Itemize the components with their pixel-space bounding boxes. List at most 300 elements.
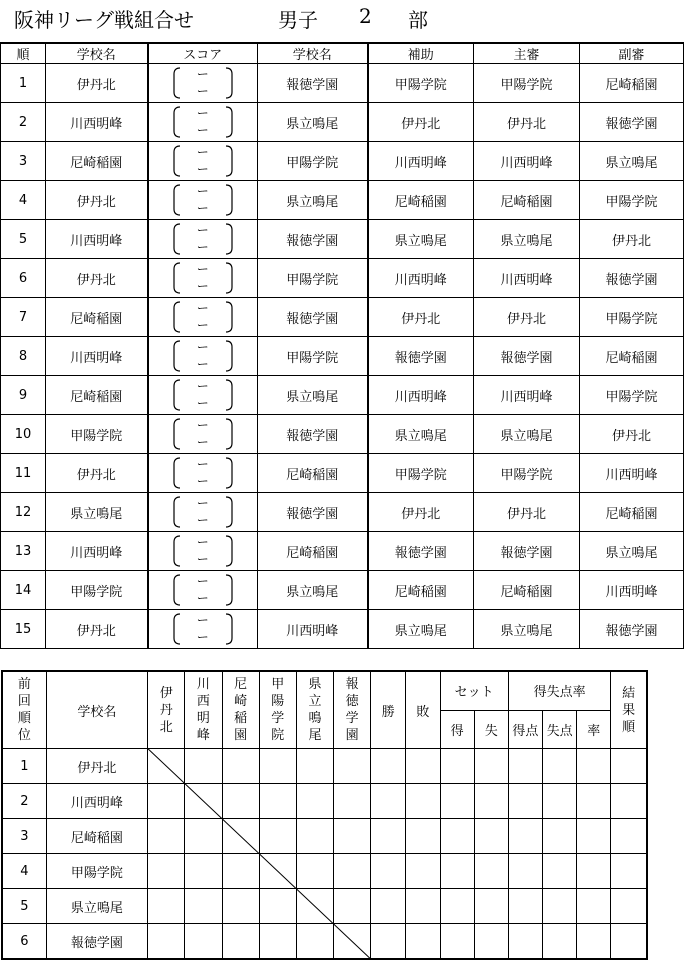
score-cell	[148, 181, 258, 220]
score-cell	[148, 259, 258, 298]
result-cell	[508, 784, 542, 819]
score-cell	[148, 298, 258, 337]
header-opp-2: 川 西 明 峰	[185, 671, 222, 749]
schedule-row	[1, 454, 684, 493]
score-cell	[148, 142, 258, 181]
schedule-row	[1, 298, 684, 337]
score-dash-top: ー	[196, 223, 209, 237]
title-main: 阪神リーグ戦組合せ	[14, 8, 194, 32]
school-b: 県立鳴尾	[258, 181, 368, 220]
score-box	[168, 182, 238, 218]
score-cell	[148, 103, 258, 142]
school-name: 県立鳴尾	[46, 889, 147, 924]
chief-referee: 尼崎稲園	[474, 571, 580, 610]
school-name: 甲陽学院	[46, 854, 147, 889]
prev-rank: 6	[2, 924, 46, 960]
results-row	[2, 889, 647, 924]
result-cell	[406, 889, 440, 924]
school-a: 川西明峰	[46, 220, 148, 259]
match-result-cell	[296, 854, 333, 889]
schedule-row	[1, 259, 684, 298]
header-opp-6: 報 徳 学 園	[334, 671, 371, 749]
result-cell	[611, 749, 647, 784]
school-a: 川西明峰	[46, 337, 148, 376]
match-result-cell	[148, 819, 185, 854]
result-cell	[371, 854, 406, 889]
sub-referee: 尼崎稲園	[580, 337, 684, 376]
prev-rank: 2	[2, 784, 46, 819]
school-name: 伊丹北	[46, 749, 147, 784]
score-box	[168, 260, 238, 296]
match-result-cell	[185, 819, 222, 854]
schedule-table	[0, 42, 684, 649]
score-box	[168, 65, 238, 101]
header-set: セット	[440, 671, 508, 710]
match-result-cell	[222, 784, 259, 819]
school-a: 甲陽学院	[46, 571, 148, 610]
school-a: 伊丹北	[46, 454, 148, 493]
sub-referee: 川西明峰	[580, 454, 684, 493]
school-a: 伊丹北	[46, 64, 148, 103]
match-order: 13	[1, 532, 46, 571]
result-cell	[406, 784, 440, 819]
result-cell	[611, 854, 647, 889]
school-b: 甲陽学院	[258, 337, 368, 376]
score-cell	[148, 610, 258, 649]
school-b: 甲陽学院	[258, 259, 368, 298]
match-result-cell	[222, 749, 259, 784]
score-dash-top: ー	[196, 301, 209, 315]
result-cell	[577, 924, 611, 960]
score-cell	[148, 571, 258, 610]
school-b: 県立鳴尾	[258, 103, 368, 142]
school-a: 川西明峰	[46, 103, 148, 142]
schedule-row	[1, 142, 684, 181]
result-cell	[543, 924, 577, 960]
prev-rank: 3	[2, 819, 46, 854]
match-order: 7	[1, 298, 46, 337]
score-cell	[148, 493, 258, 532]
result-cell	[474, 924, 508, 960]
header-win: 勝	[371, 671, 406, 749]
chief-referee: 伊丹北	[474, 493, 580, 532]
header-final-rank: 結 果 順	[611, 671, 647, 749]
score-dash-top: ー	[196, 262, 209, 276]
score-cell	[148, 532, 258, 571]
match-result-cell	[259, 749, 296, 784]
score-dash-top: ー	[196, 418, 209, 432]
match-result-cell	[296, 924, 333, 960]
header-assistant: 補助	[368, 43, 474, 64]
score-box	[168, 455, 238, 491]
results-row	[2, 924, 647, 960]
result-cell	[371, 784, 406, 819]
result-cell	[543, 749, 577, 784]
match-result-cell	[334, 784, 371, 819]
results-row	[2, 784, 647, 819]
score-dash-bottom: ー	[196, 123, 209, 137]
score-dash-top: ー	[196, 106, 209, 120]
score-box	[168, 143, 238, 179]
sub-referee: 甲陽学院	[580, 376, 684, 415]
chief-referee: 川西明峰	[474, 376, 580, 415]
result-cell	[440, 819, 474, 854]
score-dash-top: ー	[196, 457, 209, 471]
score-dash-bottom: ー	[196, 279, 209, 293]
header-chief-referee: 主審	[474, 43, 580, 64]
match-result-cell	[259, 819, 296, 854]
header-point-rate: 得失点率	[508, 671, 610, 710]
result-cell	[474, 784, 508, 819]
schedule-row	[1, 532, 684, 571]
result-cell	[371, 924, 406, 960]
self-match-cell	[185, 784, 222, 819]
sub-referee: 報徳学園	[580, 103, 684, 142]
schedule-row	[1, 493, 684, 532]
score-cell	[148, 415, 258, 454]
result-cell	[508, 889, 542, 924]
school-a: 尼崎稲園	[46, 376, 148, 415]
chief-referee: 県立鳴尾	[474, 610, 580, 649]
self-match-cell	[259, 854, 296, 889]
result-cell	[508, 924, 542, 960]
sub-referee: 甲陽学院	[580, 181, 684, 220]
school-b: 尼崎稲園	[258, 532, 368, 571]
title-division-label: 部	[408, 8, 428, 32]
match-order: 14	[1, 571, 46, 610]
score-box	[168, 416, 238, 452]
score-dash-bottom: ー	[196, 162, 209, 176]
assistant: 甲陽学院	[368, 64, 474, 103]
result-cell	[474, 889, 508, 924]
chief-referee: 伊丹北	[474, 103, 580, 142]
score-dash-top: ー	[196, 613, 209, 627]
school-name: 報徳学園	[46, 924, 147, 960]
score-dash-bottom: ー	[196, 240, 209, 254]
match-order: 11	[1, 454, 46, 493]
score-dash-bottom: ー	[196, 318, 209, 332]
chief-referee: 尼崎稲園	[474, 181, 580, 220]
match-result-cell	[148, 924, 185, 960]
match-order: 10	[1, 415, 46, 454]
prev-rank: 5	[2, 889, 46, 924]
score-dash-bottom: ー	[196, 435, 209, 449]
title-division-number: 2	[359, 4, 372, 28]
assistant: 伊丹北	[368, 298, 474, 337]
assistant: 川西明峰	[368, 376, 474, 415]
match-result-cell	[334, 889, 371, 924]
score-box	[168, 377, 238, 413]
self-match-cell	[334, 924, 371, 960]
match-result-cell	[185, 889, 222, 924]
score-dash-bottom: ー	[196, 357, 209, 371]
result-cell	[474, 749, 508, 784]
prev-rank: 4	[2, 854, 46, 889]
sub-referee: 伊丹北	[580, 220, 684, 259]
header-loss: 敗	[406, 671, 440, 749]
sub-referee: 県立鳴尾	[580, 532, 684, 571]
assistant: 甲陽学院	[368, 454, 474, 493]
match-order: 5	[1, 220, 46, 259]
results-row	[2, 749, 647, 784]
header-prev-rank	[2, 671, 46, 749]
match-result-cell	[222, 854, 259, 889]
school-a: 伊丹北	[46, 259, 148, 298]
match-result-cell	[148, 784, 185, 819]
score-dash-bottom: ー	[196, 201, 209, 215]
header-points-for: 得点	[508, 710, 542, 749]
score-dash-top: ー	[196, 340, 209, 354]
result-cell	[577, 819, 611, 854]
result-cell	[543, 819, 577, 854]
school-b: 報徳学園	[258, 64, 368, 103]
school-b: 報徳学園	[258, 493, 368, 532]
match-result-cell	[185, 854, 222, 889]
match-order: 4	[1, 181, 46, 220]
match-result-cell	[296, 784, 333, 819]
result-cell	[611, 889, 647, 924]
sub-referee: 県立鳴尾	[580, 142, 684, 181]
match-result-cell	[222, 889, 259, 924]
schedule-header-row	[1, 43, 684, 64]
schedule-row	[1, 376, 684, 415]
match-result-cell	[334, 854, 371, 889]
score-box	[168, 299, 238, 335]
score-dash-bottom: ー	[196, 591, 209, 605]
match-result-cell	[296, 749, 333, 784]
results-row	[2, 819, 647, 854]
result-cell	[406, 924, 440, 960]
school-b: 尼崎稲園	[258, 454, 368, 493]
score-dash-bottom: ー	[196, 630, 209, 644]
sub-referee: 甲陽学院	[580, 298, 684, 337]
result-cell	[508, 854, 542, 889]
score-dash-top: ー	[196, 184, 209, 198]
school-a: 伊丹北	[46, 610, 148, 649]
score-box	[168, 533, 238, 569]
result-cell	[440, 854, 474, 889]
match-order: 2	[1, 103, 46, 142]
self-match-cell	[148, 749, 185, 784]
header-rate: 率	[577, 710, 611, 749]
schedule-row	[1, 337, 684, 376]
schedule-row	[1, 571, 684, 610]
match-result-cell	[222, 924, 259, 960]
assistant: 伊丹北	[368, 493, 474, 532]
result-cell	[406, 819, 440, 854]
school-b: 報徳学園	[258, 415, 368, 454]
result-cell	[508, 749, 542, 784]
match-result-cell	[259, 784, 296, 819]
school-b: 報徳学園	[258, 298, 368, 337]
assistant: 報徳学園	[368, 337, 474, 376]
result-cell	[440, 924, 474, 960]
result-cell	[371, 749, 406, 784]
score-dash-top: ー	[196, 145, 209, 159]
header-opp-5: 県 立 鳴 尾	[296, 671, 333, 749]
score-cell	[148, 337, 258, 376]
assistant: 川西明峰	[368, 259, 474, 298]
schedule-row	[1, 415, 684, 454]
header-opp-4: 甲 陽 学 院	[259, 671, 296, 749]
match-order: 3	[1, 142, 46, 181]
match-result-cell	[185, 749, 222, 784]
header-sub-referee: 副審	[580, 43, 684, 64]
assistant: 尼崎稲園	[368, 571, 474, 610]
sub-referee: 報徳学園	[580, 259, 684, 298]
header-order: 順	[1, 43, 46, 64]
chief-referee: 県立鳴尾	[474, 415, 580, 454]
score-cell	[148, 454, 258, 493]
school-a: 伊丹北	[46, 181, 148, 220]
score-box	[168, 611, 238, 647]
header-set-won: 得	[440, 710, 474, 749]
result-cell	[474, 854, 508, 889]
match-result-cell	[259, 889, 296, 924]
score-dash-bottom: ー	[196, 474, 209, 488]
score-box	[168, 338, 238, 374]
score-dash-bottom: ー	[196, 396, 209, 410]
prev-rank-label: 前 回 順 位	[17, 677, 31, 743]
score-cell	[148, 376, 258, 415]
header-set-lost: 失	[474, 710, 508, 749]
chief-referee: 甲陽学院	[474, 454, 580, 493]
sub-referee: 尼崎稲園	[580, 493, 684, 532]
score-dash-bottom: ー	[196, 552, 209, 566]
schedule-row	[1, 103, 684, 142]
school-name: 尼崎稲園	[46, 819, 147, 854]
sub-referee: 川西明峰	[580, 571, 684, 610]
school-b: 報徳学園	[258, 220, 368, 259]
result-cell	[508, 819, 542, 854]
header-score: スコア	[148, 43, 258, 64]
result-cell	[611, 924, 647, 960]
result-cell	[474, 819, 508, 854]
school-a: 川西明峰	[46, 532, 148, 571]
match-result-cell	[148, 889, 185, 924]
sub-referee: 尼崎稲園	[580, 64, 684, 103]
score-box	[168, 572, 238, 608]
match-order: 8	[1, 337, 46, 376]
result-cell	[406, 854, 440, 889]
school-a: 県立鳴尾	[46, 493, 148, 532]
result-cell	[371, 819, 406, 854]
schedule-row	[1, 64, 684, 103]
results-header-row	[2, 671, 647, 710]
schedule-row	[1, 181, 684, 220]
chief-referee: 報徳学園	[474, 532, 580, 571]
chief-referee: 川西明峰	[474, 142, 580, 181]
match-order: 1	[1, 64, 46, 103]
match-result-cell	[296, 819, 333, 854]
score-dash-bottom: ー	[196, 513, 209, 527]
result-cell	[440, 749, 474, 784]
result-cell	[577, 784, 611, 819]
match-result-cell	[185, 924, 222, 960]
score-dash-top: ー	[196, 574, 209, 588]
match-order: 12	[1, 493, 46, 532]
sub-referee: 報徳学園	[580, 610, 684, 649]
score-dash-top: ー	[196, 496, 209, 510]
match-result-cell	[334, 819, 371, 854]
score-dash-top: ー	[196, 379, 209, 393]
score-dash-top: ー	[196, 535, 209, 549]
schedule-row	[1, 610, 684, 649]
match-result-cell	[259, 924, 296, 960]
result-cell	[543, 854, 577, 889]
header-school-b: 学校名	[258, 43, 368, 64]
result-cell	[440, 784, 474, 819]
score-cell	[148, 220, 258, 259]
result-cell	[611, 784, 647, 819]
result-cell	[611, 819, 647, 854]
header-opp-1: 伊 丹 北	[148, 671, 185, 749]
assistant: 県立鳴尾	[368, 220, 474, 259]
prev-rank: 1	[2, 749, 46, 784]
assistant: 尼崎稲園	[368, 181, 474, 220]
schedule-row	[1, 220, 684, 259]
results-row	[2, 854, 647, 889]
score-box	[168, 104, 238, 140]
self-match-cell	[222, 819, 259, 854]
match-result-cell	[334, 749, 371, 784]
score-box	[168, 494, 238, 530]
chief-referee: 報徳学園	[474, 337, 580, 376]
title-gender: 男子	[278, 8, 318, 32]
result-cell	[406, 749, 440, 784]
chief-referee: 川西明峰	[474, 259, 580, 298]
assistant: 報徳学園	[368, 532, 474, 571]
assistant: 川西明峰	[368, 142, 474, 181]
results-table	[1, 670, 648, 960]
school-a: 尼崎稲園	[46, 142, 148, 181]
school-b: 県立鳴尾	[258, 376, 368, 415]
header-school-a: 学校名	[46, 43, 148, 64]
result-cell	[577, 749, 611, 784]
school-a: 甲陽学院	[46, 415, 148, 454]
header-points-against: 失点	[543, 710, 577, 749]
self-match-cell	[296, 889, 333, 924]
chief-referee: 伊丹北	[474, 298, 580, 337]
score-dash-bottom: ー	[196, 84, 209, 98]
score-cell	[148, 64, 258, 103]
school-a: 尼崎稲園	[46, 298, 148, 337]
school-name: 川西明峰	[46, 784, 147, 819]
chief-referee: 甲陽学院	[474, 64, 580, 103]
assistant: 伊丹北	[368, 103, 474, 142]
school-b: 川西明峰	[258, 610, 368, 649]
header-opp-3: 尼 崎 稲 園	[222, 671, 259, 749]
match-result-cell	[148, 854, 185, 889]
match-order: 9	[1, 376, 46, 415]
assistant: 県立鳴尾	[368, 415, 474, 454]
result-cell	[577, 889, 611, 924]
school-b: 県立鳴尾	[258, 571, 368, 610]
result-cell	[543, 889, 577, 924]
header-school: 学校名	[46, 671, 147, 749]
score-dash-top: ー	[196, 67, 209, 81]
score-box	[168, 221, 238, 257]
result-cell	[440, 889, 474, 924]
result-cell	[577, 854, 611, 889]
match-order: 6	[1, 259, 46, 298]
result-cell	[543, 784, 577, 819]
assistant: 県立鳴尾	[368, 610, 474, 649]
sub-referee: 伊丹北	[580, 415, 684, 454]
result-cell	[371, 889, 406, 924]
match-order: 15	[1, 610, 46, 649]
school-b: 甲陽学院	[258, 142, 368, 181]
